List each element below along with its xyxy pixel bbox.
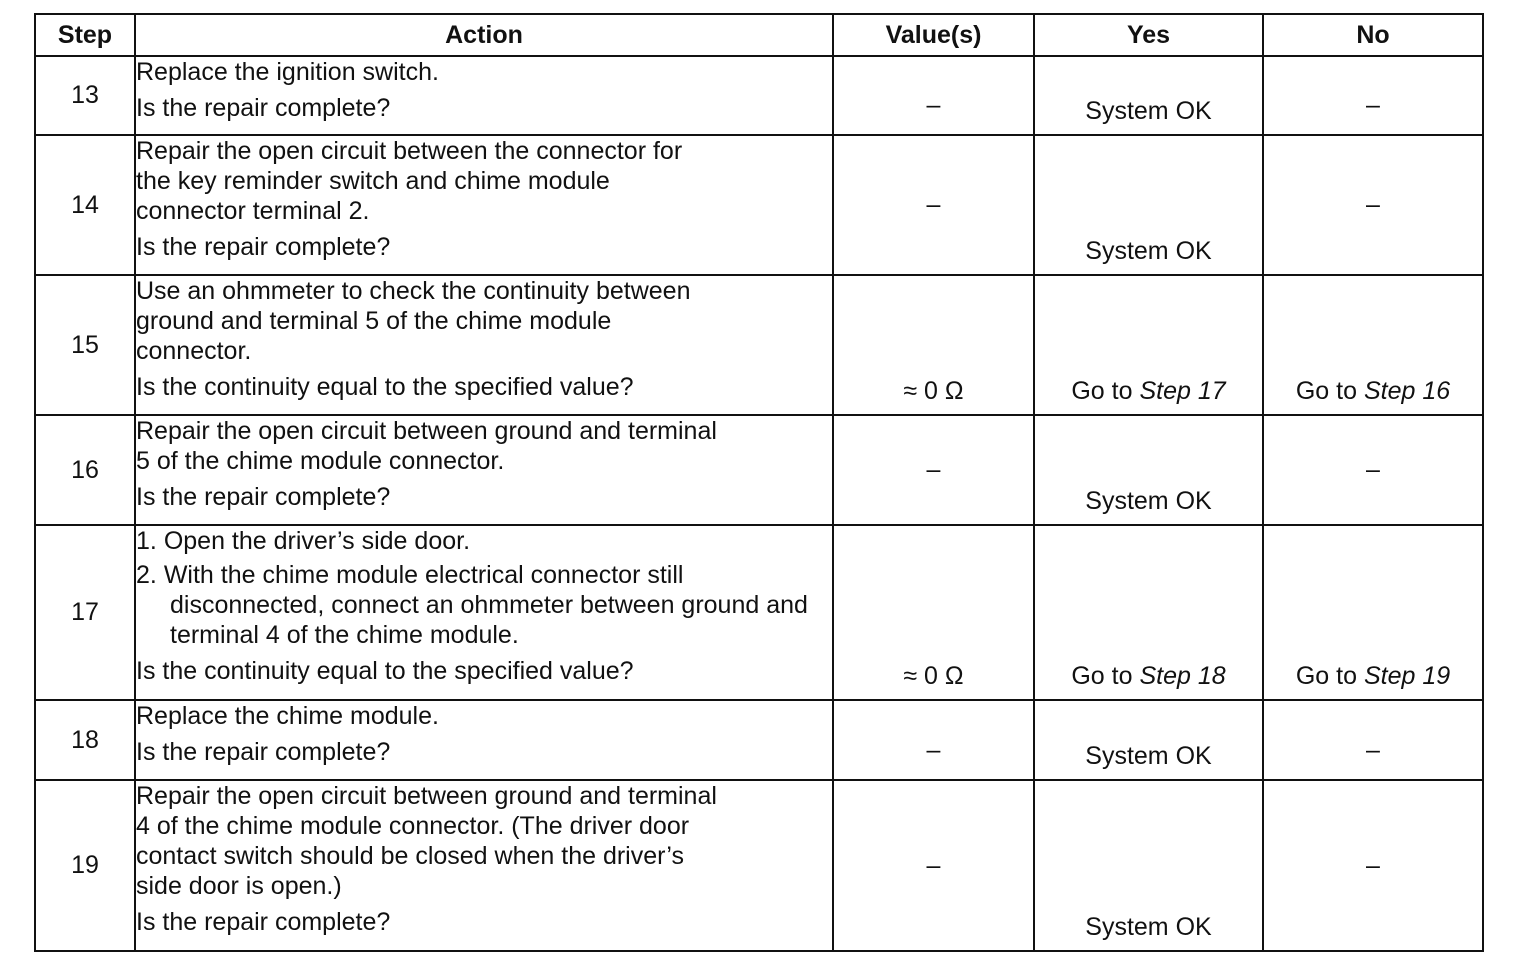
- yes-cell: [1034, 700, 1263, 780]
- yes-text: System OK: [1085, 487, 1212, 515]
- action-text: connector terminal 2.: [136, 197, 370, 225]
- value-cell: [833, 275, 1034, 415]
- list-item-text: Open the driver’s side door.: [163, 527, 471, 555]
- action-question: Is the repair complete?: [136, 483, 391, 511]
- step-number: 17: [35, 525, 135, 700]
- step-number: 19: [35, 780, 135, 951]
- yes-cell: [1034, 275, 1263, 415]
- header-action: Action: [135, 14, 833, 56]
- action-text: Replace the chime module.: [136, 702, 439, 730]
- value-cell: [833, 135, 1034, 275]
- action-steps-list: [136, 526, 832, 650]
- action-text: Repair the open circuit between ground and terminal: [136, 782, 717, 810]
- action-question: Is the repair complete?: [136, 738, 391, 766]
- yes-text: System OK: [1085, 913, 1212, 941]
- header-values: Value(s): [833, 14, 1034, 56]
- list-item-number: 1.: [136, 527, 157, 555]
- list-item-number: 2.: [136, 561, 157, 589]
- list-item: [136, 526, 832, 556]
- no-cell: [1263, 135, 1483, 275]
- action-text: side door is open.): [136, 872, 342, 900]
- no-cell: [1263, 525, 1483, 700]
- table-row-step-17: [35, 525, 1483, 700]
- action-text: Use an ohmmeter to check the continuity between: [136, 277, 691, 305]
- value-text: –: [926, 851, 941, 879]
- value-cell: [833, 700, 1034, 780]
- table-row-step-18: [35, 700, 1483, 780]
- no-text: –: [1366, 736, 1380, 764]
- action-question: Is the repair complete?: [136, 233, 391, 261]
- no-text: –: [1366, 91, 1380, 119]
- value-text: –: [926, 455, 941, 484]
- yes-text: System OK: [1085, 742, 1212, 770]
- no-cell: [1263, 780, 1483, 951]
- no-cell: [1263, 56, 1483, 135]
- table-row-step-13: [35, 56, 1483, 135]
- yes-cell: [1034, 525, 1263, 700]
- yes-text: System OK: [1085, 97, 1212, 125]
- action-cell: [135, 525, 833, 700]
- action-text: Replace the ignition switch.: [136, 58, 439, 86]
- yes-cell: [1034, 56, 1263, 135]
- diagnostic-table: [34, 13, 1484, 952]
- value-cell: [833, 415, 1034, 525]
- yes-cell: [1034, 135, 1263, 275]
- header-step: Step: [35, 14, 135, 56]
- action-cell: [135, 415, 833, 525]
- no-text: [1264, 377, 1482, 406]
- yes-text: [1035, 662, 1262, 691]
- table-row-step-14: [35, 135, 1483, 275]
- step-number: 16: [35, 415, 135, 525]
- no-text: –: [1366, 190, 1380, 219]
- value-cell: [833, 780, 1034, 951]
- action-cell: [135, 780, 833, 951]
- action-question: Is the repair complete?: [136, 94, 391, 122]
- step-number: 13: [35, 56, 135, 135]
- table-header-row: [35, 14, 1483, 56]
- no-step-link: Step 16: [1363, 377, 1451, 405]
- yes-prefix: Go to: [1071, 662, 1140, 690]
- table-row-step-15: [35, 275, 1483, 415]
- value-text: –: [926, 91, 941, 119]
- table-row-step-19: [35, 780, 1483, 951]
- action-cell: [135, 700, 833, 780]
- action-cell: [135, 275, 833, 415]
- value-text: ≈ 0 Ω: [903, 377, 964, 405]
- action-text: ground and terminal 5 of the chime module: [136, 307, 612, 335]
- value-cell: [833, 525, 1034, 700]
- action-text: connector.: [136, 337, 252, 365]
- yes-cell: [1034, 415, 1263, 525]
- header-yes: Yes: [1034, 14, 1263, 56]
- action-text: the key reminder switch and chime module: [136, 167, 610, 195]
- action-text: Repair the open circuit between ground and terminal: [136, 417, 717, 445]
- yes-text: [1035, 377, 1262, 406]
- action-cell: [135, 135, 833, 275]
- list-item: [136, 560, 832, 650]
- yes-step-link: Step 17: [1139, 377, 1226, 405]
- value-text: –: [926, 736, 941, 764]
- action-text: 4 of the chime module connector. (The driver door: [136, 812, 690, 840]
- action-text: 5 of the chime module connector.: [136, 447, 505, 475]
- yes-prefix: Go to: [1071, 377, 1140, 405]
- yes-cell: [1034, 780, 1263, 951]
- table-row-step-16: [35, 415, 1483, 525]
- step-number: 15: [35, 275, 135, 415]
- no-cell: [1263, 275, 1483, 415]
- no-cell: [1263, 415, 1483, 525]
- step-number: 14: [35, 135, 135, 275]
- action-text: Repair the open circuit between the connector for: [136, 137, 683, 165]
- value-cell: [833, 56, 1034, 135]
- value-text: ≈ 0 Ω: [903, 662, 964, 690]
- no-prefix: Go to: [1295, 377, 1364, 405]
- action-question: Is the continuity equal to the specified value?: [136, 657, 634, 685]
- action-cell: [135, 56, 833, 135]
- no-cell: [1263, 700, 1483, 780]
- no-text: –: [1366, 851, 1380, 879]
- yes-step-link: Step 18: [1139, 662, 1226, 690]
- action-question: Is the repair complete?: [136, 908, 391, 936]
- no-step-link: Step 19: [1363, 662, 1451, 690]
- action-question: Is the continuity equal to the specified value?: [136, 373, 634, 401]
- value-text: –: [926, 190, 941, 219]
- step-number: 18: [35, 700, 135, 780]
- header-no: No: [1263, 14, 1483, 56]
- yes-text: System OK: [1085, 237, 1212, 265]
- no-text: [1264, 662, 1482, 691]
- action-text: contact switch should be closed when the driver’s: [136, 842, 684, 870]
- list-item-text: With the chime module electrical connector still disconnected, connect an ohmmeter between ground and terminal 4 of the chime module.: [163, 561, 808, 649]
- no-text: –: [1366, 455, 1380, 484]
- no-prefix: Go to: [1295, 662, 1364, 690]
